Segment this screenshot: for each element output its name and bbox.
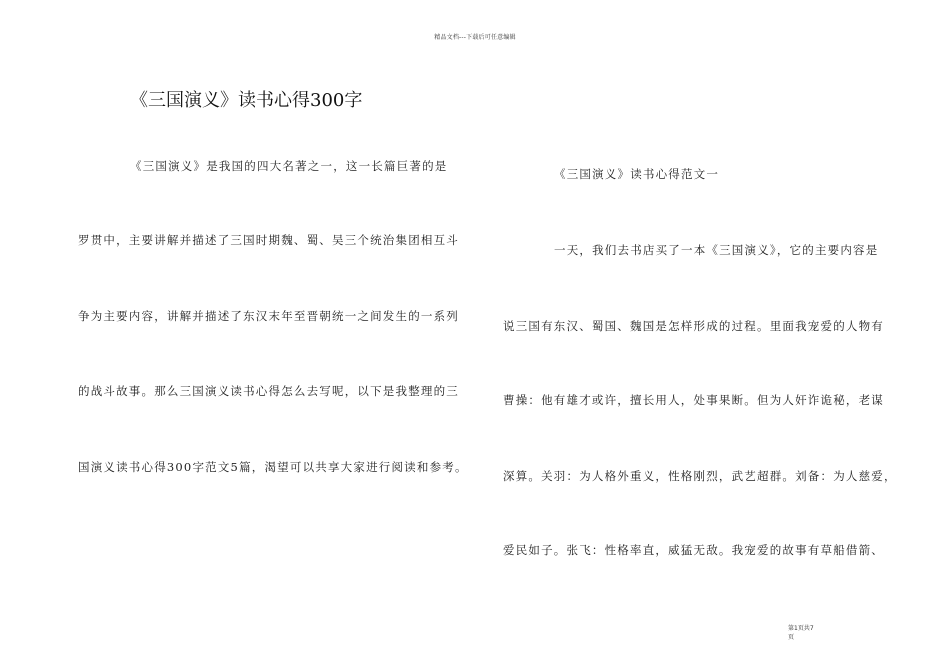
essay-line-5: 爱民如子。张飞：性格率直，威猛无敌。我宠爱的故事有草船借箭、 (503, 543, 884, 557)
essay-line-1: 一天，我们去书店买了一本《三国演义》，它的主要内容是 (554, 243, 879, 257)
essay-heading: 《三国演义》读书心得范文一 (554, 167, 720, 181)
intro-line-2: 罗贯中，主要讲解并描述了三国时期魏、蜀、吴三个统治集团相互斗 (78, 233, 459, 247)
intro-line-5: 国演义读书心得300字范文5篇，渴望可以共享大家进行阅读和参考。 (78, 460, 468, 474)
intro-line-1: 《三国演义》是我国的四大名著之一，这一长篇巨著的是 (130, 159, 448, 173)
essay-line-3: 曹操：他有雄才或许，擅长用人，处事果断。但为人奸诈诡秘，老谋 (503, 393, 884, 407)
essay-line-2: 说三国有东汉、蜀国、魏国是怎样形成的过程。里面我宠爱的人物有 (503, 319, 884, 333)
header-note: 精品文档---下载后可任意编辑 (434, 34, 516, 41)
page-number-line-1: 第1页共7 (788, 625, 814, 632)
essay-line-4: 深算。关羽：为人格外重义，性格刚烈，武艺超群。刘备：为人慈爱， (503, 469, 897, 483)
page-number (788, 624, 828, 642)
intro-line-3: 争为主要内容，讲解并描述了东汉末年至晋朝统一之间发生的一系列 (78, 309, 459, 323)
intro-line-4: 的战斗故事。那么三国演义读书心得怎么去写呢，以下是我整理的三 (78, 384, 459, 398)
page-number-line-2: 页 (788, 634, 795, 641)
document-title: 《三国演义》读书心得300字 (130, 90, 363, 111)
